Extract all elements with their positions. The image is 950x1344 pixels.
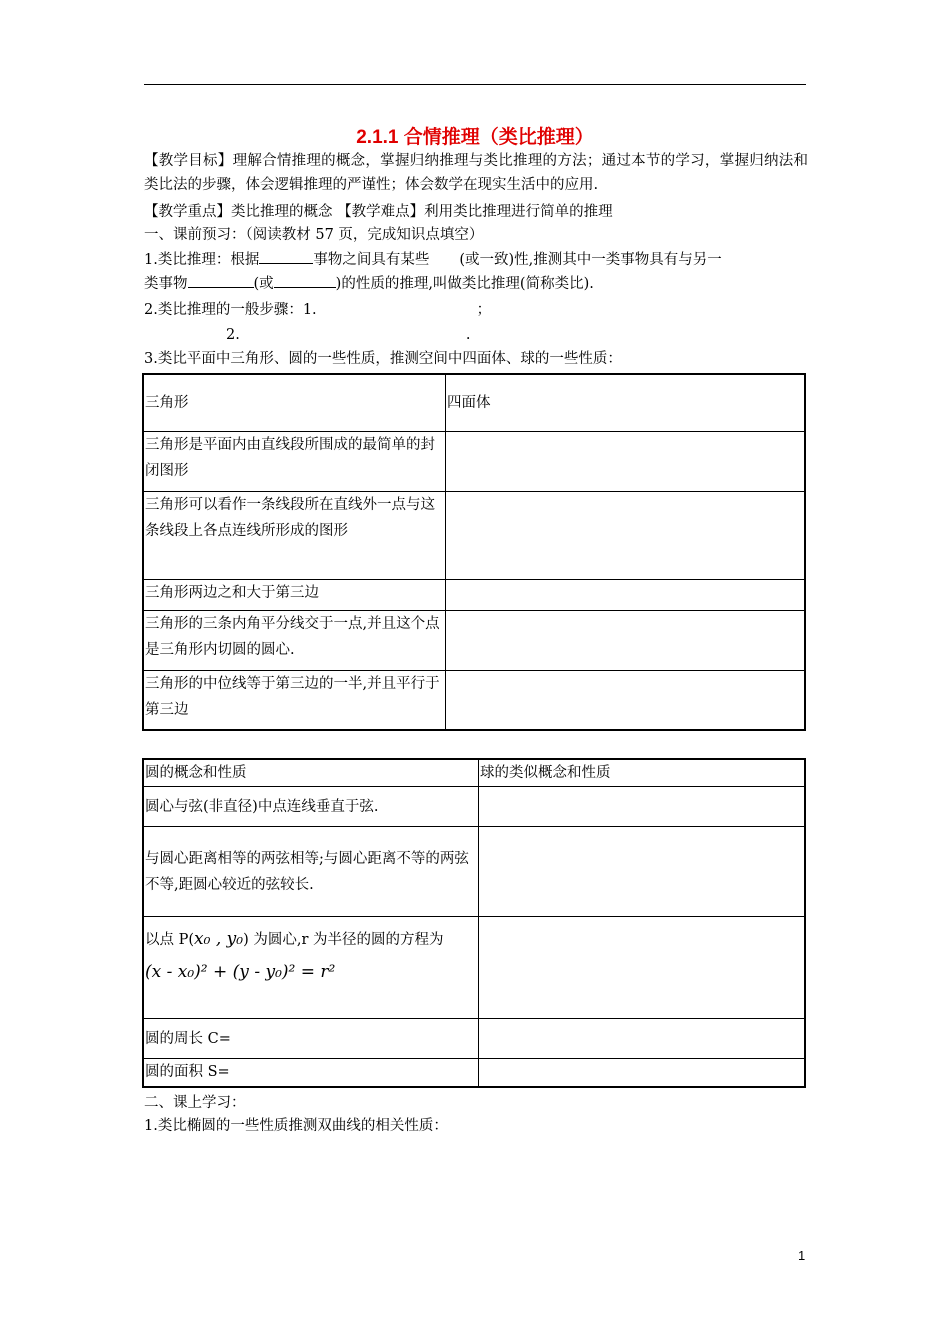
answer-cell[interactable] [446, 610, 806, 670]
section-2-heading: 二、课上学习： [144, 1095, 246, 1111]
question-1-line-2: 类事物 (或 )的性质的推理,叫做类比推理(简称类比). [144, 272, 594, 296]
answer-cell[interactable] [446, 670, 806, 730]
teaching-goal: 【教学目标】理解合情推理的概念，掌握归纳推理与类比推理的方法；通过本节的学习，掌握归纳法和类比法的步骤，体会逻辑推理的严谨性；体会数学在现实生活中的应用. [144, 153, 808, 193]
table-cell: 圆的面积 S= [143, 1059, 479, 1087]
table-header: 三角形 [143, 374, 446, 431]
preview-heading: 一、课前预习：（阅读教材 57 页，完成知识点填空） [144, 227, 484, 243]
circle-equation: (x - x₀)² + (y - y₀)² = r² [145, 962, 336, 982]
answer-cell[interactable] [479, 1019, 806, 1059]
triangle-tetrahedron-table [142, 373, 806, 731]
fill-blank[interactable] [259, 249, 313, 264]
page-number: 1 [798, 1248, 806, 1263]
table-header: 球的类似概念和性质 [479, 759, 806, 787]
table-cell: 三角形两边之和大于第三边 [143, 579, 446, 610]
table-cell: 三角形是平面内由直线段所围成的最简单的封闭图形 [143, 431, 446, 491]
answer-cell[interactable] [479, 1059, 806, 1087]
answer-cell[interactable] [479, 917, 806, 1019]
header-rule [144, 84, 806, 85]
equation-text: 以点 P(x₀ , y₀) 为圆心,r 为半径的圆的方程为 [145, 929, 444, 949]
table-cell: 与圆心距离相等的两弦相等;与圆心距离不等的两弦不等,距圆心较近的弦较长. [143, 827, 479, 917]
answer-cell[interactable] [446, 431, 806, 491]
answer-cell[interactable] [446, 491, 806, 579]
answer-cell[interactable] [446, 579, 806, 610]
table-cell: 三角形可以看作一条线段所在直线外一点与这条线段上各点连线所形成的图形 [143, 491, 446, 579]
table-cell: 圆心与弦(非直径)中点连线垂直于弦. [143, 787, 479, 827]
question-3: 3.类比平面中三角形、圆的一些性质，推测空间中四面体、球的一些性质： [144, 351, 622, 367]
question-2-step-2: 2. . [226, 327, 471, 343]
table-header: 圆的概念和性质 [143, 759, 479, 787]
circle-sphere-table [142, 758, 806, 1088]
table-cell: 三角形的中位线等于第三边的一半,并且平行于第三边 [143, 670, 446, 730]
answer-cell[interactable] [479, 787, 806, 827]
question-1-line-1: 1.类比推理：根据 事物之间具有某些 (或一致)性,推测其中一类事物具有与另一 [144, 248, 722, 272]
section-2-question-1: 1.类比椭圆的一些性质推测双曲线的相关性质： [144, 1118, 448, 1134]
fill-blank[interactable] [188, 273, 254, 288]
table-cell: 三角形的三条内角平分线交于一点,并且这个点是三角形内切圆的圆心. [143, 610, 446, 670]
teaching-focus: 【教学重点】类比推理的概念 【教学难点】利用类比推理进行简单的推理 [144, 204, 613, 220]
circle-equation-cell [143, 917, 479, 1019]
center-point: x₀ , y₀ [194, 929, 244, 949]
table-header: 四面体 [446, 374, 806, 431]
fill-blank[interactable] [274, 273, 336, 288]
table-cell: 圆的周长 C= [143, 1019, 479, 1059]
question-2: 2.类比推理的一般步骤：1. ； [144, 302, 492, 318]
page-title: 2.1.1 合情推理（类比推理） [356, 127, 594, 148]
answer-cell[interactable] [479, 827, 806, 917]
